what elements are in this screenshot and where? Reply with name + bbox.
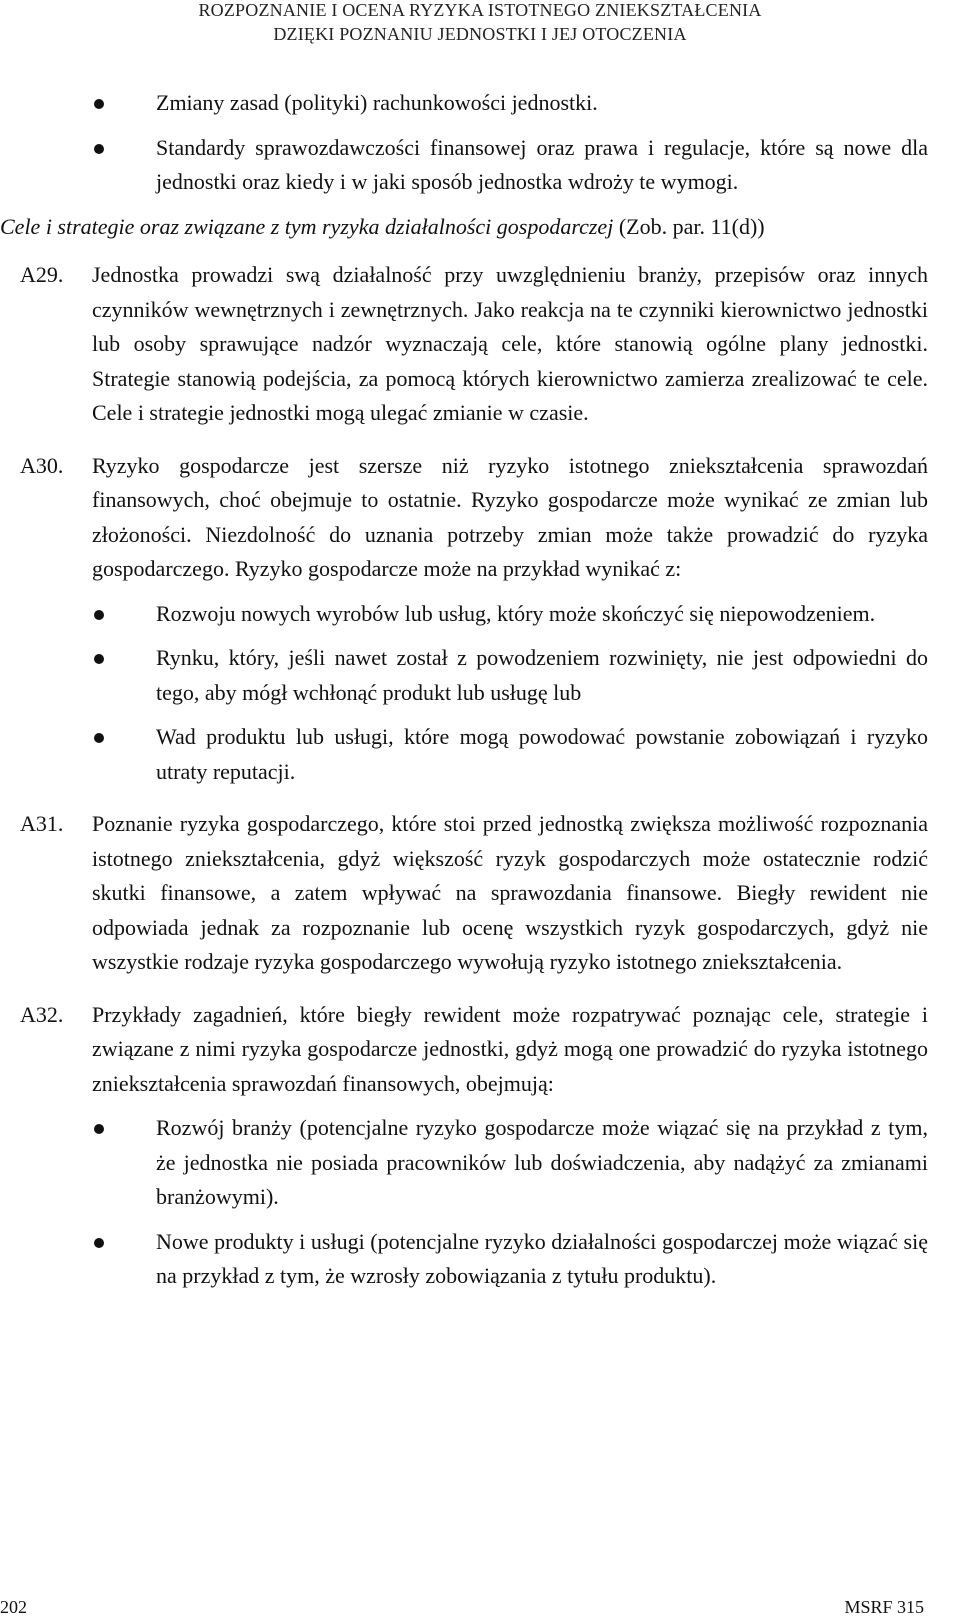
paragraph-number: A30. (20, 452, 64, 478)
list-item: Rynku, który, jeśli nawet został z powodzeniem rozwinięty, nie jest odpowiedni do tego, aby mógł wchłonąć produkt lub usługę lub (92, 641, 928, 710)
paragraph-a29 (0, 258, 960, 431)
header-line-2: DZIĘKI POZNANIU JEDNOSTKI I JEJ OTOCZENIA (273, 24, 687, 44)
list-item: Rozwoju nowych wyrobów lub usług, który może skończyć się niepowodzeniem. (92, 597, 928, 632)
paragraph-number: A29. (20, 262, 64, 287)
subheading-title: Cele i strategie oraz związane z tym ryzyka działalności gospodarczej (0, 213, 614, 239)
section-subheading (0, 210, 960, 245)
paragraph-a30 (0, 449, 960, 790)
page-footer (0, 1583, 960, 1623)
bullet-icon (94, 654, 104, 664)
paragraph-number: A32. (20, 1001, 64, 1027)
list-item: Rozwój branży (potencjalne ryzyko gospodarcze może wiązać się na przykład z tym, że jednostka nie posiada pracowników lub doświadczenia, aby nadążyć za zmianami branżowymi). (92, 1111, 928, 1215)
bullet-icon (94, 1124, 104, 1134)
paragraph-a32 (0, 998, 960, 1294)
page-body (0, 86, 960, 1312)
subheading-reference: (Zob. par. 11(d)) (613, 213, 765, 239)
list-item: Standardy sprawozdawczości finansowej oraz prawa i regulacje, które są nowe dla jednostki oraz kiedy i w jaki sposób jednostka wdroży te wymogi. (0, 131, 960, 200)
list-item: Wad produktu lub usługi, które mogą powodować powstanie zobowiązań i ryzyko utraty reputacji. (92, 720, 928, 789)
paragraph-text: Ryzyko gospodarcze jest szersze niż ryzyko istotnego zniekształcenia sprawozdań finansowych, choć obejmuje to ostatnie. Ryzyko gospodarcze może wynikać ze zmian lub złożoności. Niezdolność do uznania potrzeby zmian może także prowadzić do ryzyka gospodarczego. Ryzyko gospodarcze może na przykład wynikać z: (92, 452, 928, 581)
page-number: 202 (0, 1597, 27, 1617)
bullet-icon (94, 610, 104, 620)
bullet-icon (94, 733, 104, 743)
bullet-icon (94, 99, 104, 109)
bullet-icon (94, 144, 104, 154)
standard-label: MSRF 315 (844, 1597, 924, 1617)
paragraph-text: Poznanie ryzyka gospodarczego, które stoi przed jednostką zwiększa możliwość rozpoznania istotnego zniekształcenia, gdyż większość ryzyk gospodarczych może ostatecznie rodzić skutki finansowe, a zatem wpływać na sprawozdania finansowe. Biegły rewident nie odpowiada jednak za rozpoznanie lub ocenę wszystkich ryzyk gospodarczych, gdyż nie wszystkie rodzaje ryzyka gospodarczego wywołują ryzyko istotnego zniekształcenia. (92, 811, 928, 974)
header-line-1: ROZPOZNANIE I OCENA RYZYKA ISTOTNEGO ZNIEKSZTAŁCENIA (198, 0, 762, 20)
paragraph-text: Przykłady zagadnień, które biegły rewident może rozpatrywać poznając cele, strategie i związane z nimi ryzyka gospodarcze jednostki, gdyż mogą one prowadzić do ryzyka istotnego zniekształcenia sprawozdań finansowych, obejmują: (92, 1001, 928, 1096)
paragraph-number: A31. (20, 811, 64, 836)
list-item: Zmiany zasad (polityki) rachunkowości jednostki. (0, 86, 960, 121)
paragraph-text: Jednostka prowadzi swą działalność przy uwzględnieniu branży, przepisów oraz innych czynników wewnętrznych i zewnętrznych. Jako reakcja na te czynniki kierownictwo jednostki lub osoby sprawujące nadzór wyznaczają cele, które stanowią ogólne plany jednostki. Strategie stanowią podejścia, za pomocą których kierownictwo zamierza zrealizować te cele. Cele i strategie jednostki mogą ulegać zmianie w czasie. (92, 262, 928, 425)
list-item: Nowe produkty i usługi (potencjalne ryzyko działalności gospodarczej może wiązać się na przykład z tym, że wzrosły zobowiązania z tytułu produktu). (92, 1225, 928, 1294)
bullet-icon (94, 1238, 104, 1248)
paragraph-a31 (0, 807, 960, 980)
